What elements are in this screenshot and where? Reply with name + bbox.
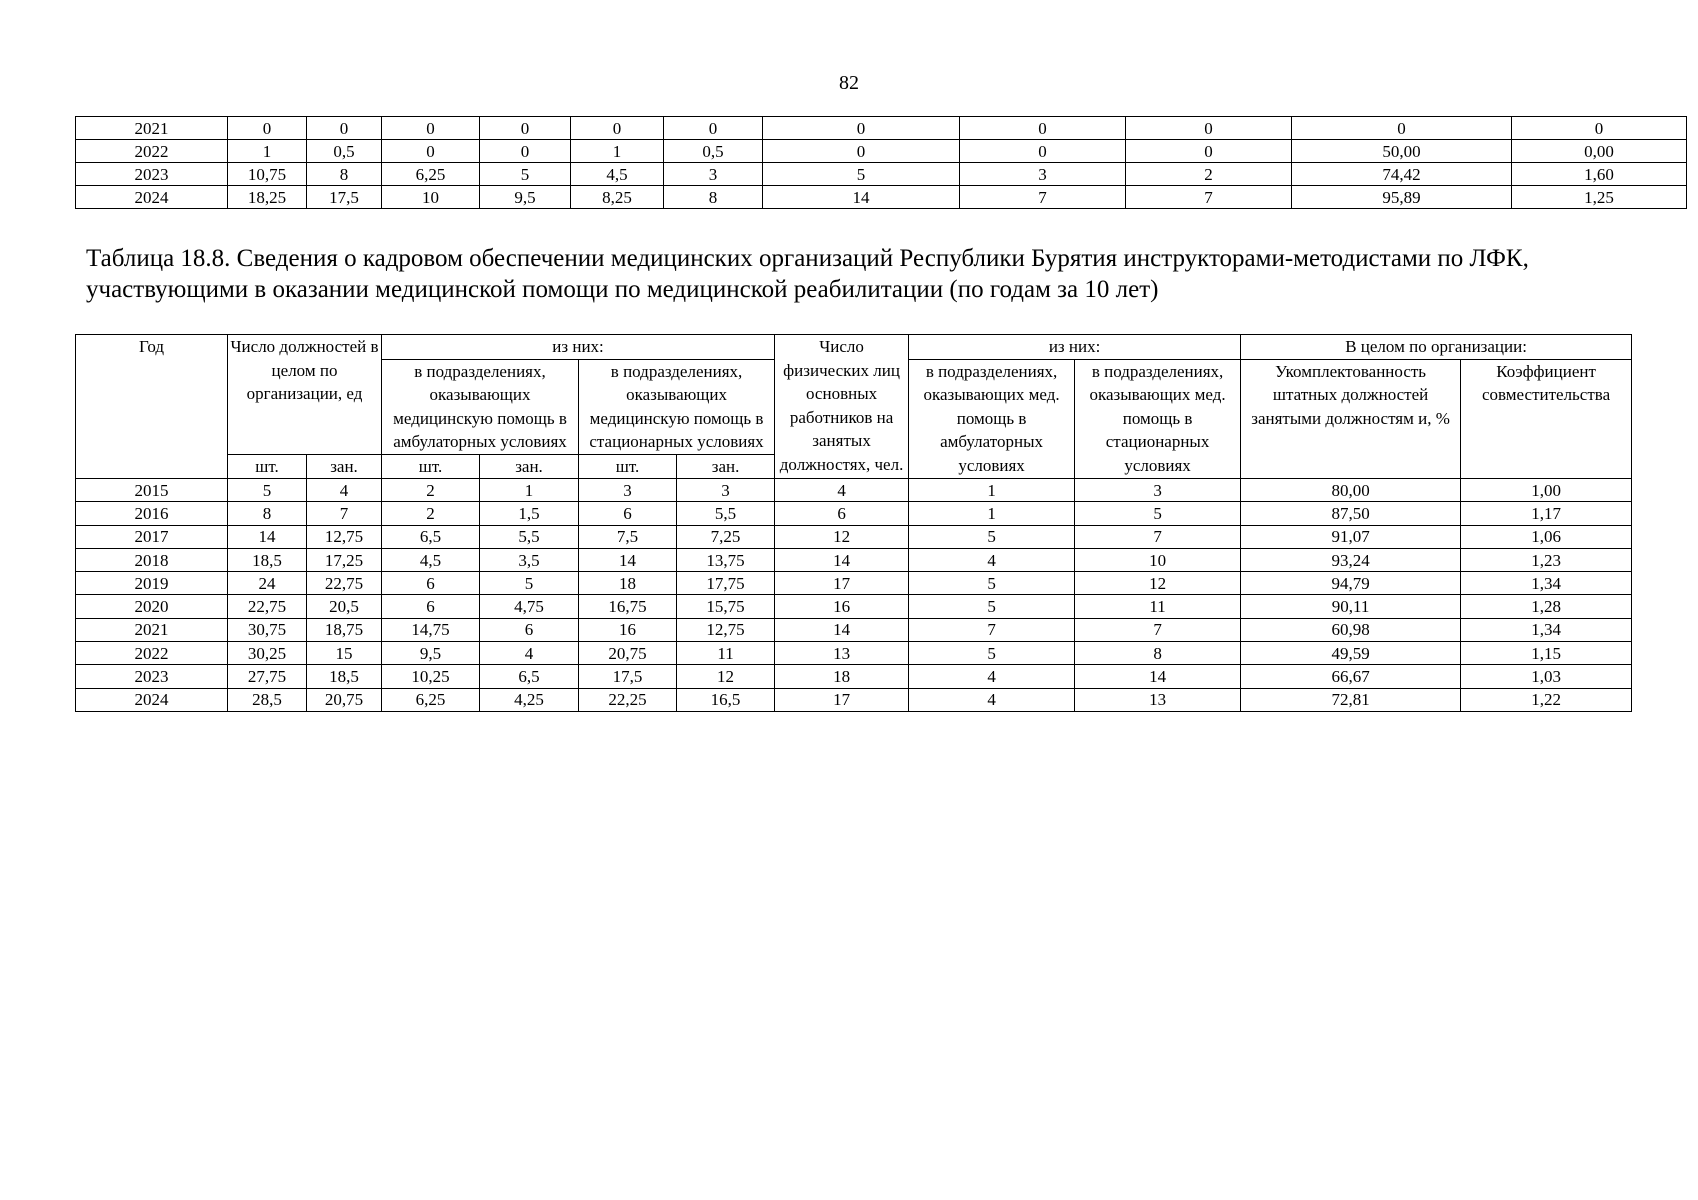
table-cell: 12 [775,525,909,548]
table-cell: 27,75 [228,665,307,688]
table-row [76,163,1687,186]
header-zan: зан. [307,454,382,479]
table-row [76,548,1632,571]
table-cell: 22,25 [579,688,677,711]
table-cell: 6 [579,502,677,525]
table-row [76,525,1632,548]
table-cell: 0,5 [307,140,382,163]
table-cell: 18,25 [228,186,307,209]
table-cell: 6,25 [382,688,480,711]
header-persons-stationary: в подразделениях, оказывающих мед. помощь в стационарных условиях [1075,359,1241,479]
table-cell: 16,75 [579,595,677,618]
table-row [76,479,1632,502]
table-cell: 7 [307,502,382,525]
table-cell: 7 [1126,186,1292,209]
table-caption: Таблица 18.8. Сведения о кадровом обеспечении медицинских организаций Республики Бурятия инструкторами-методистами по ЛФК, участвующими в оказании медицинской помощи по медицинской реабилитации (по годам за 10 лет) [86,245,1529,303]
table-cell: 12 [1075,572,1241,595]
page-number: 82 [839,72,859,94]
table-cell: 4 [307,479,382,502]
table-cell: 14 [763,186,960,209]
table-cell: 95,89 [1292,186,1512,209]
header-sht: шт. [382,454,480,479]
table-cell: 0 [1126,140,1292,163]
table-cell: 20,75 [579,642,677,665]
table-cell: 6 [382,595,480,618]
table-cell: 3 [677,479,775,502]
table-cell: 4,5 [571,163,664,186]
header-staffing: Укомплектованность штатных должностей занятыми должностям и, % [1241,359,1461,479]
header-of-them-1: из них: [382,335,775,360]
header-ambulatory: в подразделениях, оказывающих медицинскую помощь в амбулаторных условиях [382,359,579,454]
table-cell: 28,5 [228,688,307,711]
table-cell: 5,5 [677,502,775,525]
table-cell: 0 [480,117,571,140]
header-positions-total: Число должностей в целом по организации, ед [228,335,382,455]
year-cell: 2016 [76,502,228,525]
header-persons: Число физических лиц основных работников на занятых должностях, чел. [775,335,909,479]
table-cell: 10,25 [382,665,480,688]
table-cell: 13 [1075,688,1241,711]
table-cell: 14 [775,548,909,571]
table-cell: 20,5 [307,595,382,618]
header-of-them-2: из них: [909,335,1241,360]
table-cell: 0 [664,117,763,140]
table-cell: 2 [382,479,480,502]
table-cell: 20,75 [307,688,382,711]
header-org-total: В целом по организации: [1241,335,1632,360]
table-cell: 6 [775,502,909,525]
header-zan: зан. [677,454,775,479]
top-table-body [76,117,1687,209]
table-cell: 1 [909,479,1075,502]
table-cell: 11 [677,642,775,665]
table-cell: 16 [775,595,909,618]
table-cell: 17 [775,572,909,595]
table-cell: 17,25 [307,548,382,571]
header-row-1 [76,335,1632,360]
table-row [76,572,1632,595]
header-coefficient: Коэффициент совместительства [1461,359,1632,479]
year-cell: 2020 [76,595,228,618]
table-cell: 18,75 [307,618,382,641]
table-cell: 60,98 [1241,618,1461,641]
table-cell: 15 [307,642,382,665]
table-cell: 12,75 [677,618,775,641]
table-cell: 8 [664,186,763,209]
table-cell: 0,00 [1512,140,1687,163]
table-cell: 9,5 [480,186,571,209]
table-cell: 12 [677,665,775,688]
table-cell: 91,07 [1241,525,1461,548]
year-cell: 2022 [76,642,228,665]
table-cell: 5,5 [480,525,579,548]
table-cell: 7 [909,618,1075,641]
table-cell: 0,5 [664,140,763,163]
table-cell: 94,79 [1241,572,1461,595]
table-cell: 0 [571,117,664,140]
header-sht: шт. [228,454,307,479]
table-cell: 14 [775,618,909,641]
year-cell: 2018 [76,548,228,571]
table-cell: 17,5 [579,665,677,688]
table-cell: 1,22 [1461,688,1632,711]
table-cell: 1,00 [1461,479,1632,502]
table-row [76,117,1687,140]
table-cell: 4 [909,665,1075,688]
table-cell: 4 [909,688,1075,711]
table-cell: 1 [571,140,664,163]
table-cell: 1,28 [1461,595,1632,618]
year-cell: 2017 [76,525,228,548]
header-year: Год [76,335,228,479]
header-sht: шт. [579,454,677,479]
table-cell: 14,75 [382,618,480,641]
table-cell: 93,24 [1241,548,1461,571]
table-cell: 1 [480,479,579,502]
table-cell: 0 [228,117,307,140]
table-cell: 3,5 [480,548,579,571]
header-stationary: в подразделениях, оказывающих медицинскую помощь в стационарных условиях [579,359,775,454]
table-cell: 7 [1075,618,1241,641]
table-cell: 9,5 [382,642,480,665]
table-cell: 0 [960,140,1126,163]
table-cell: 1,5 [480,502,579,525]
table-cell: 1 [228,140,307,163]
table-cell: 15,75 [677,595,775,618]
table-cell: 1,17 [1461,502,1632,525]
header-zan: зан. [480,454,579,479]
table-cell: 7 [960,186,1126,209]
table-cell: 50,00 [1292,140,1512,163]
table-cell: 13,75 [677,548,775,571]
table-cell: 5 [228,479,307,502]
table-cell: 6 [480,618,579,641]
table-cell: 0 [763,140,960,163]
table-cell: 10 [1075,548,1241,571]
table-cell: 22,75 [307,572,382,595]
table-cell: 5 [763,163,960,186]
table-cell: 4,5 [382,548,480,571]
table-cell: 0 [1292,117,1512,140]
table-row [76,186,1687,209]
year-cell: 2024 [76,688,228,711]
table-cell: 13 [775,642,909,665]
table-cell: 18 [579,572,677,595]
table-cell: 87,50 [1241,502,1461,525]
table-cell: 5 [480,572,579,595]
table-cell: 10,75 [228,163,307,186]
table-cell: 8 [307,163,382,186]
table-row [76,140,1687,163]
table-cell: 1 [909,502,1075,525]
table-cell: 3 [664,163,763,186]
table-cell: 22,75 [228,595,307,618]
table-cell: 18 [775,665,909,688]
table-cell: 3 [579,479,677,502]
table-cell: 14 [1075,665,1241,688]
table-cell: 2 [1126,163,1292,186]
table-cell: 4 [775,479,909,502]
table-cell: 6 [382,572,480,595]
table-cell: 1,06 [1461,525,1632,548]
top-table [75,116,1687,209]
table-cell: 0 [480,140,571,163]
table-cell: 72,81 [1241,688,1461,711]
table-cell: 0 [382,117,480,140]
table-row [76,642,1632,665]
table-cell: 7,25 [677,525,775,548]
table-cell: 49,59 [1241,642,1461,665]
table-cell: 7 [1075,525,1241,548]
table-cell: 66,67 [1241,665,1461,688]
table-cell: 3 [1075,479,1241,502]
table-cell: 0 [1512,117,1687,140]
table-cell: 17 [775,688,909,711]
table-cell: 5 [909,572,1075,595]
year-cell: 2015 [76,479,228,502]
table-cell: 14 [228,525,307,548]
table-cell: 4,25 [480,688,579,711]
table-cell: 18,5 [307,665,382,688]
table-cell: 18,5 [228,548,307,571]
table-row [76,665,1632,688]
table-cell: 80,00 [1241,479,1461,502]
table-cell: 1,60 [1512,163,1687,186]
table-row [76,502,1632,525]
table-row [76,595,1632,618]
year-cell: 2024 [76,186,228,209]
header-persons-ambulatory: в подразделениях, оказывающих мед. помощь в амбулаторных условиях [909,359,1075,479]
year-cell: 2019 [76,572,228,595]
main-table-body [76,479,1632,712]
table-row [76,618,1632,641]
table-cell: 5 [480,163,571,186]
table-cell: 10 [382,186,480,209]
table-cell: 90,11 [1241,595,1461,618]
table-cell: 0 [1126,117,1292,140]
main-table [75,334,1632,712]
table-cell: 3 [960,163,1126,186]
table-cell: 74,42 [1292,163,1512,186]
table-cell: 2 [382,502,480,525]
table-cell: 1,23 [1461,548,1632,571]
table-cell: 1,15 [1461,642,1632,665]
table-cell: 0 [960,117,1126,140]
year-cell: 2022 [76,140,228,163]
table-cell: 4,75 [480,595,579,618]
table-cell: 8 [1075,642,1241,665]
table-cell: 8,25 [571,186,664,209]
table-cell: 8 [228,502,307,525]
table-cell: 17,5 [307,186,382,209]
table-cell: 30,75 [228,618,307,641]
table-cell: 1,25 [1512,186,1687,209]
table-cell: 16 [579,618,677,641]
table-cell: 5 [1075,502,1241,525]
table-cell: 5 [909,595,1075,618]
year-cell: 2023 [76,163,228,186]
table-cell: 1,34 [1461,618,1632,641]
table-row [76,688,1632,711]
table-cell: 1,03 [1461,665,1632,688]
table-cell: 14 [579,548,677,571]
table-cell: 16,5 [677,688,775,711]
table-cell: 7,5 [579,525,677,548]
table-cell: 24 [228,572,307,595]
table-cell: 1,34 [1461,572,1632,595]
table-cell: 6,5 [480,665,579,688]
table-cell: 6,25 [382,163,480,186]
table-cell: 5 [909,642,1075,665]
table-cell: 6,5 [382,525,480,548]
year-cell: 2023 [76,665,228,688]
table-cell: 0 [307,117,382,140]
table-cell: 4 [480,642,579,665]
table-cell: 4 [909,548,1075,571]
table-cell: 30,25 [228,642,307,665]
table-cell: 17,75 [677,572,775,595]
table-cell: 11 [1075,595,1241,618]
table-cell: 0 [382,140,480,163]
year-cell: 2021 [76,618,228,641]
table-cell: 12,75 [307,525,382,548]
table-cell: 5 [909,525,1075,548]
table-cell: 0 [763,117,960,140]
year-cell: 2021 [76,117,228,140]
